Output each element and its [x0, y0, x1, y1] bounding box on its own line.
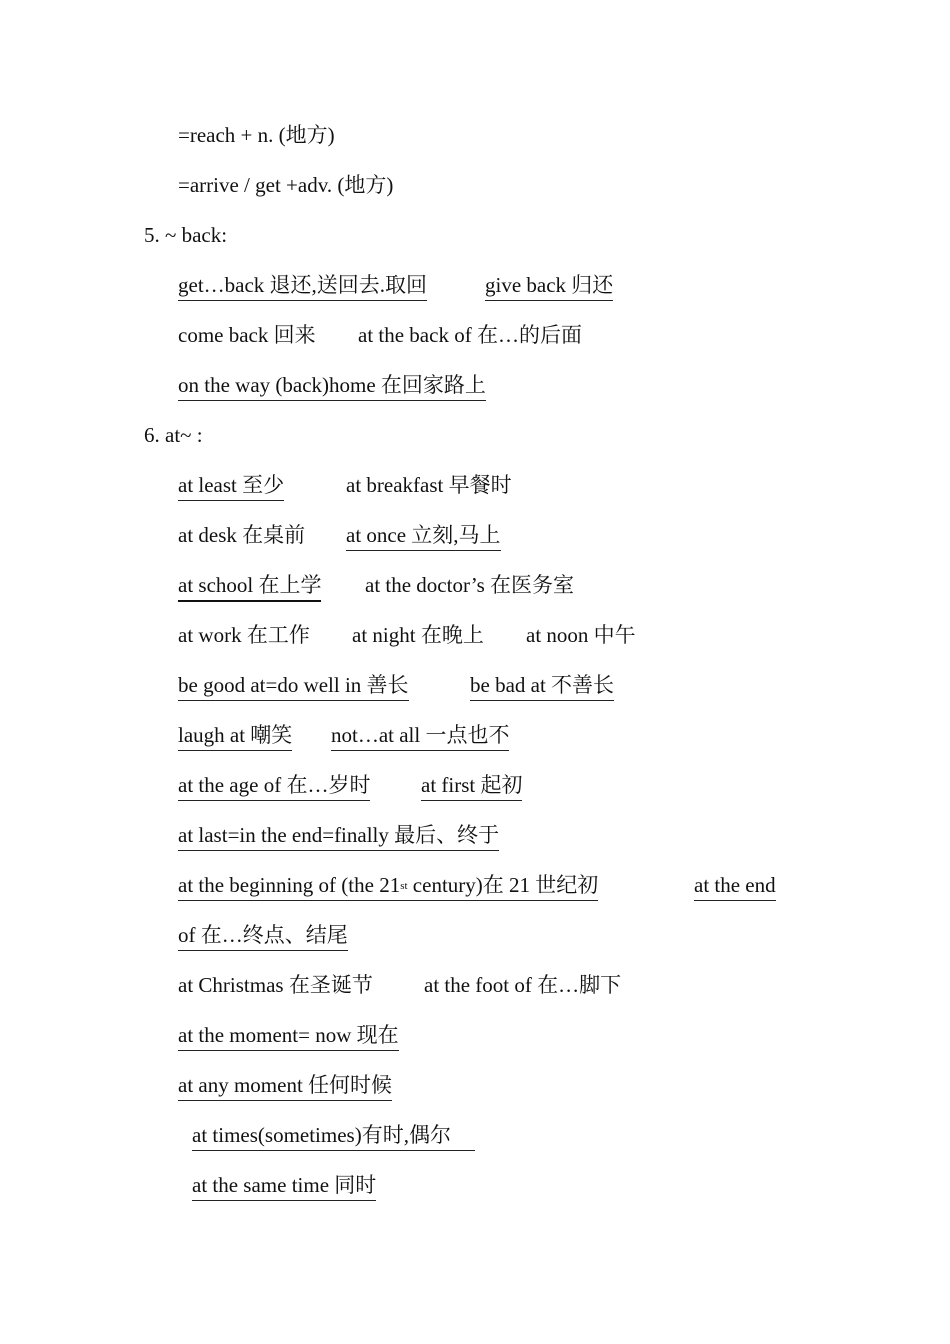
phrase: at first 起初: [421, 770, 522, 801]
phrase: at least 至少: [178, 470, 284, 501]
section-6-heading: 6. at~ :: [144, 423, 203, 447]
phrase: at the moment= now 现在: [178, 1020, 399, 1051]
text-line: [0, 470, 950, 504]
text-line: [0, 720, 950, 754]
text-line: [0, 820, 950, 854]
phrase: of 在…终点、结尾: [178, 920, 348, 951]
text-line: [0, 770, 950, 804]
phrase: at the back of 在…的后面: [358, 323, 582, 347]
text-line: [0, 620, 950, 654]
phrase: at work 在工作: [178, 623, 310, 647]
section-heading: [0, 420, 950, 454]
phrase-part: century)在 21 世纪初: [407, 873, 599, 897]
phrase: at the same time 同时: [192, 1170, 376, 1201]
phrase: laugh at 嘲笑: [178, 720, 292, 751]
phrase-part: at the beginning of (the 21: [178, 873, 401, 897]
phrase: =reach + n. (地方): [178, 123, 335, 147]
phrase: be good at=do well in 善长: [178, 670, 409, 701]
phrase: come back 回来: [178, 323, 316, 347]
text-line: [0, 1170, 950, 1204]
text-line: [0, 1020, 950, 1054]
text-line: [0, 1070, 950, 1104]
phrase: at the foot of 在…脚下: [424, 973, 622, 997]
text-line: [0, 1120, 950, 1154]
phrase: at desk 在桌前: [178, 523, 306, 547]
text-line: [0, 270, 950, 304]
text-line: [0, 970, 950, 1004]
text-line: [0, 520, 950, 554]
phrase: be bad at 不善长: [470, 670, 614, 701]
phrase: not…at all 一点也不: [331, 720, 509, 751]
text-line: [0, 920, 950, 954]
phrase: at noon 中午: [526, 623, 636, 647]
text-line: [0, 570, 950, 604]
phrase: at the doctor’s 在医务室: [365, 573, 574, 597]
phrase: get…back 退还,送回去.取回: [178, 270, 427, 301]
phrase: at school 在上学: [178, 570, 321, 602]
phrase: at once 立刻,马上: [346, 520, 501, 551]
phrase: at the end: [694, 870, 776, 901]
phrase: at night 在晚上: [352, 623, 484, 647]
phrase: =arrive / get +adv. (地方): [178, 173, 394, 197]
phrase: at last=in the end=finally 最后、终于: [178, 820, 499, 851]
phrase: at the age of 在…岁时: [178, 770, 370, 801]
phrase: at times(sometimes)有时,偶尔: [192, 1120, 475, 1151]
text-line: [0, 670, 950, 704]
phrase: at breakfast 早餐时: [346, 473, 512, 497]
phrase: at any moment 任何时候: [178, 1070, 392, 1101]
phrase: give back 归还: [485, 270, 613, 301]
section-heading: [0, 220, 950, 254]
phrase: at Christmas 在圣诞节: [178, 973, 373, 997]
superscript: st: [400, 880, 408, 892]
section-5-heading: 5. ~ back:: [144, 223, 228, 247]
text-line: [0, 170, 950, 204]
text-line: [0, 870, 950, 904]
text-line: [0, 320, 950, 354]
phrase: on the way (back)home 在回家路上: [178, 370, 486, 401]
text-line: [0, 370, 950, 404]
text-line: [0, 120, 950, 154]
phrase-beginning: [178, 870, 598, 901]
